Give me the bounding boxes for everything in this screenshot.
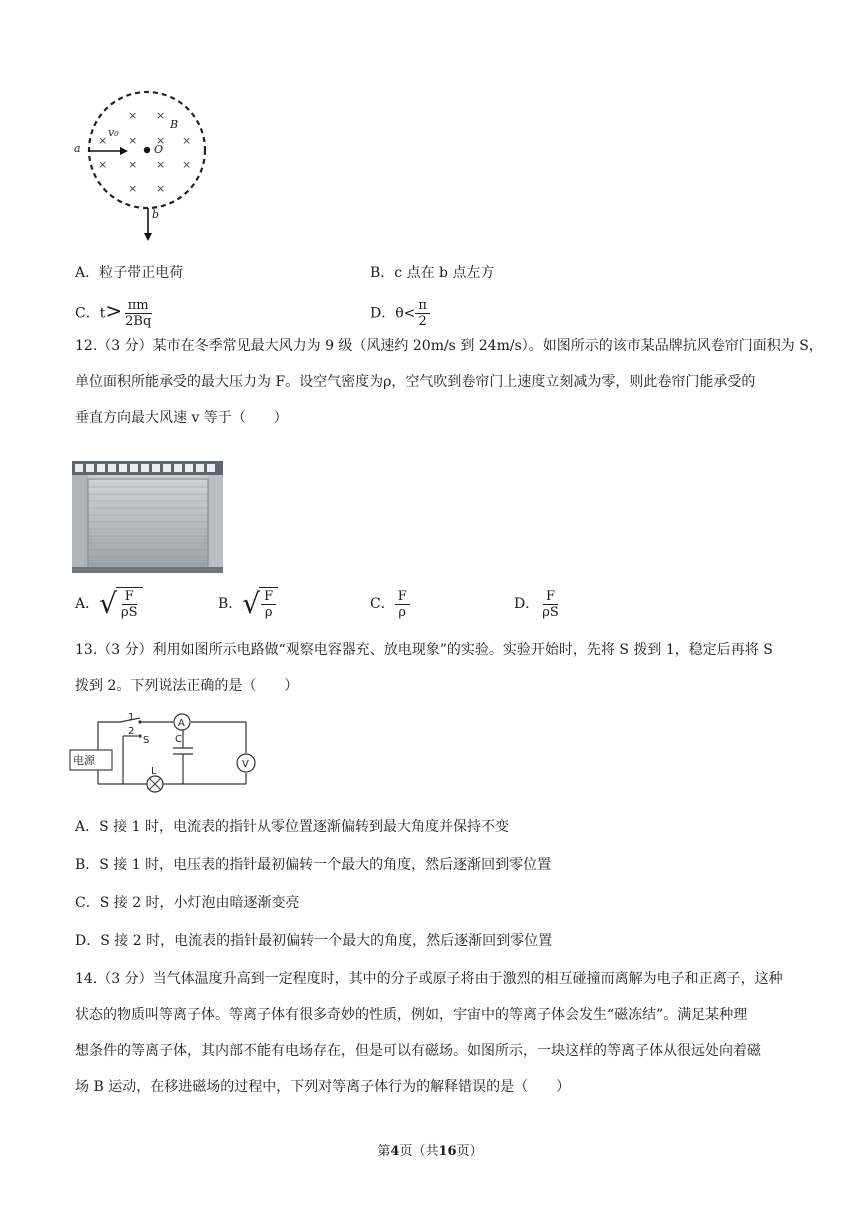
source-label: 电源 — [73, 754, 95, 767]
fraction — [539, 589, 562, 620]
q14-stem-line-2: 状态的物质叫等离子体。等离子体有很多奇妙的性质，例如，宇宙中的等离子体会发生“磁冻结”。满足某种理 — [75, 1007, 748, 1023]
numerator: F — [543, 589, 558, 605]
option-label: D． — [370, 305, 396, 322]
roller-door-photo — [72, 461, 223, 573]
cross-mark: × — [128, 158, 138, 171]
cross-mark: × — [98, 134, 108, 147]
numerator: πm — [125, 298, 152, 314]
label-v0: v₀ — [108, 126, 119, 139]
sqrt: √ $\frac{F}{\rho S}$ — [99, 587, 142, 621]
fraction — [122, 298, 154, 329]
q13-option-b: B．S 接 1 时，电压表的指针最初偏转一个最大的角度，然后逐渐回到零位置 — [75, 857, 552, 873]
label-O: O — [154, 143, 164, 156]
q14-stem-line-1: 14.（3 分）当气体温度升高到一定程度时，其中的分子或原子将由于激烈的相互碰撞而离解为电子和正离子，这种 — [75, 971, 783, 987]
cross-mark: × — [182, 134, 192, 147]
total-pages: 16 — [438, 1144, 457, 1159]
q14-stem-line-3: 想条件的等离子体，其内部不能有电场存在，但是可以有磁场。如图所示，一块这样的等离子体从很远处向着磁 — [75, 1043, 761, 1059]
q11-option-c — [75, 298, 154, 329]
numerator: π — [415, 298, 430, 314]
q11-option-a: A．粒子带正电荷 — [75, 265, 184, 281]
var-t: t — [99, 305, 106, 322]
denominator: ρ — [264, 605, 273, 620]
exit-arrowhead — [144, 233, 152, 241]
label-a: a — [74, 142, 81, 155]
circuit-diagram — [68, 712, 264, 804]
denominator: ρS — [120, 605, 138, 620]
q12-option-b — [218, 586, 278, 622]
cross-mark: × — [156, 109, 166, 122]
option-label: C． — [75, 305, 100, 322]
relation: < — [403, 305, 416, 322]
cross-mark: × — [156, 134, 166, 147]
denominator: 2Bq — [125, 314, 152, 329]
cross-mark: × — [128, 109, 138, 122]
fraction — [395, 589, 410, 620]
denominator: ρ — [398, 604, 407, 620]
page-footer — [0, 1140, 860, 1159]
magnetic-field-figure — [70, 78, 220, 243]
switch-pos-2: 2 — [128, 726, 135, 737]
q11-option-b: B．c 点在 b 点左方 — [370, 265, 495, 281]
q13-option-a: A．S 接 1 时，电流表的指针从零位置逐渐偏转到最大角度并保持不变 — [75, 819, 509, 835]
cross-mark: × — [128, 182, 138, 195]
relation: > — [105, 298, 123, 323]
q11-option-d — [370, 298, 430, 329]
cross-mark: × — [156, 182, 166, 195]
fraction — [415, 298, 430, 329]
q12-option-d — [514, 586, 562, 622]
option-label: B． — [218, 596, 243, 612]
capacitor-label: C — [175, 734, 182, 745]
option-label: C． — [370, 596, 395, 612]
q12-stem-line-2: 单位面积所能承受的最大压力为 F。设空气密度为ρ，空气吹到卷帘门上速度立刻减为零，则此卷帘门能承受的 — [75, 374, 756, 390]
cross-mark: × — [156, 158, 166, 171]
lamp-label: L — [151, 766, 157, 777]
ammeter-label: A — [178, 718, 185, 729]
numerator: F — [122, 589, 137, 605]
footer-post: 页） — [456, 1144, 483, 1159]
denominator: ρS — [542, 604, 559, 620]
footer-mid: 页（共 — [399, 1144, 439, 1159]
denominator: 2 — [418, 314, 427, 329]
switch-pos-1: 1 — [128, 712, 135, 723]
option-label: D． — [514, 596, 540, 612]
sqrt: √ $\frac{F}{\rho}$ — [242, 587, 278, 621]
q12-stem-line-3: 垂直方向最大风速 v 等于（ ） — [75, 410, 288, 426]
q14-stem-line-4: 场 B 运动，在移进磁场的过程中，下列对等离子体行为的解释错误的是（ ） — [75, 1079, 571, 1095]
q13-stem-line-2: 拨到 2。下列说法正确的是（ ） — [75, 678, 299, 694]
cross-mark: × — [128, 134, 138, 147]
var-theta: θ — [395, 305, 404, 322]
label-B: B — [170, 118, 179, 131]
label-b: b — [152, 208, 160, 221]
voltmeter-label: V — [242, 759, 249, 770]
numerator: F — [395, 589, 410, 605]
q12-option-c — [370, 586, 410, 622]
numerator: F — [261, 589, 276, 605]
q12-option-a — [75, 586, 143, 622]
option-label: A． — [75, 596, 100, 612]
cross-mark: × — [182, 158, 192, 171]
page-number: 4 — [390, 1144, 400, 1159]
switch-label: S — [143, 735, 150, 746]
footer-pre: 第 — [377, 1144, 391, 1159]
cross-mark: × — [98, 158, 108, 171]
q12-stem-line-1: 12.（3 分）某市在冬季常见最大风力为 9 级（风速约 20m/s 到 24m/s）。如图所示的该市某品牌抗风卷帘门面积为 S， — [75, 338, 823, 354]
q13-stem-line-1: 13.（3 分）利用如图所示电路做“观察电容器充、放电现象”的实验。实验开始时，先将 S 拨到 1，稳定后再将 S — [75, 642, 773, 658]
center-dot — [144, 147, 150, 153]
q13-option-d: D．S 接 2 时，电流表的指针最初偏转一个最大的角度，然后逐渐回到零位置 — [75, 933, 553, 949]
velocity-arrowhead — [120, 147, 128, 155]
q13-option-c: C．S 接 2 时，小灯泡由暗逐渐变亮 — [75, 895, 300, 911]
